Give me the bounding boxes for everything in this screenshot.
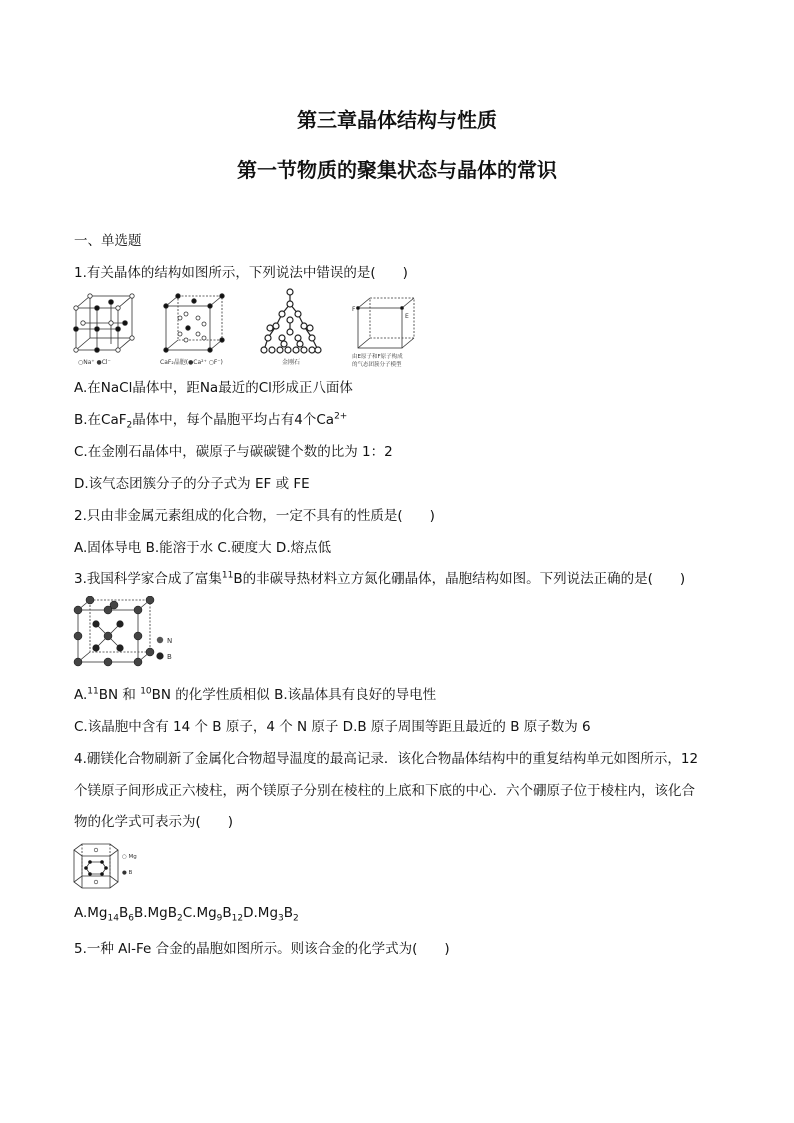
q4-stem-line2: 个镁原子间形成正六棱柱，两个镁原子分别在棱柱的上底和下底的中心．六个硼原子位于棱柱内，该化合 (74, 783, 695, 799)
q4-legend-mg: ○ Mg (122, 854, 137, 860)
q5-stem: 5.一种 Al-Fe 合金的晶胞如图所示。则该合金的化学式为( ) (74, 941, 450, 957)
q3-opt-a-prefix: A. (74, 687, 88, 703)
q3-options-line2: C.该晶胞中含有 14 个 B 原子，4 个 N 原子 D.B 原子周围等距且最近的 B 原子数为 6 (74, 719, 591, 735)
q3-stem-part1: 3.我国科学家合成了富集 (74, 571, 222, 587)
q1-option-b-part2: 晶体中，每个晶胞平均占有4个Ca (132, 412, 335, 428)
q1-option-b (74, 408, 347, 431)
q1-option-b-sup: 2+ (334, 411, 348, 422)
q1-option-d: D.该气态团簇分子的分子式为 EF 或 FE (74, 476, 310, 492)
q4-opt-a-b: B (118, 905, 129, 921)
q4-hexagonal-prism-figure (72, 838, 152, 894)
q4-opt-d-mg: D.Mg (243, 905, 279, 921)
q4-opt-b-mgb: B.MgB (133, 905, 177, 921)
q4-opt-c-sub2: 12 (231, 913, 244, 924)
q4-opt-a-mg: A.Mg (74, 905, 108, 921)
cluster-caption-2: 的气态团簇分子模型 (352, 362, 402, 368)
nacl-legend: ○Na⁺ ●Cl⁻ (78, 359, 111, 366)
q4-opt-d-sub1: 3 (278, 913, 284, 924)
q1-stem: 1.有关晶体的结构如图所示，下列说法中错误的是( ) (74, 265, 408, 281)
q3-legend-b: B (167, 653, 172, 661)
q1-option-b-part1: B.在CaF (74, 412, 127, 428)
q4-opt-c-sub1: 9 (216, 913, 223, 924)
q3-opt-text1: BN 和 (98, 687, 141, 703)
cluster-label-f: F (352, 306, 356, 313)
chapter-title: 第三章晶体结构与性质 (297, 108, 497, 132)
q4-opt-c-mg: C.Mg (182, 905, 217, 921)
q4-opt-b-sub: 2 (177, 913, 183, 924)
q3-opt-sup1: 11 (87, 686, 99, 697)
q4-stem-line3: 物的化学式可表示为( ) (74, 814, 234, 830)
q4-opt-a-sub1: 14 (107, 913, 119, 924)
q3-opt-text2: BN 的化学性质相似 B.该晶体具有良好的导电性 (151, 687, 437, 703)
caf2-caption: CaF₂晶胞(●Ca²⁺ ○F⁻) (160, 359, 223, 366)
q4-opt-d-sub2: 2 (293, 913, 299, 924)
q3-bn-lattice-figure (72, 596, 182, 668)
q3-stem (74, 567, 685, 587)
diamond-caption: 金刚石 (282, 359, 301, 366)
q1-option-a: A.在NaCl晶体中，距Na最近的Cl形成正八面体 (74, 380, 353, 396)
section-title: 第一节物质的聚集状态与晶体的常识 (237, 158, 557, 182)
q2-stem: 2.只由非金属元素组成的化合物，一定不具有的性质是( ) (74, 508, 435, 524)
q3-legend-n: N (167, 637, 173, 645)
q4-opt-c-b: B (222, 905, 232, 921)
q3-stem-sup: 11 (221, 570, 234, 581)
cluster-label-e: E (405, 313, 409, 320)
caf2-lattice-figure (164, 294, 225, 353)
q2-options: A.固体导电 B.能溶于水 C.硬度大 D.熔点低 (74, 540, 332, 556)
cluster-caption-1: 由E原子和F原子构成 (352, 354, 403, 360)
q3-options-line1 (74, 683, 436, 703)
q4-opt-d-b: B (283, 905, 294, 921)
q4-stem-line1: 4.硼镁化合物刷新了金属化合物超导温度的最高记录．该化合物晶体结构中的重复结构单元如图所示，12 (74, 751, 699, 767)
section-header: 一、单选题 (74, 233, 142, 249)
q4-opt-a-sub2: 6 (128, 913, 134, 924)
q1-option-c: C.在金刚石晶体中，碳原子与碳碳键个数的比为 1：2 (74, 444, 393, 460)
diamond-structure-figure (261, 289, 321, 353)
q1-option-b-sub: 2 (126, 420, 133, 431)
q1-crystal-figures (72, 288, 422, 370)
q3-stem-part2: B的非碳导热材料立方氮化硼晶体，晶胞结构如图。下列说法正确的是( ) (233, 571, 686, 587)
cluster-molecule-figure (357, 298, 415, 348)
q4-legend-b: ● B (122, 870, 133, 876)
q4-options (74, 905, 299, 924)
nacl-lattice-figure (74, 294, 135, 353)
q3-opt-sup2: 10 (140, 686, 152, 697)
